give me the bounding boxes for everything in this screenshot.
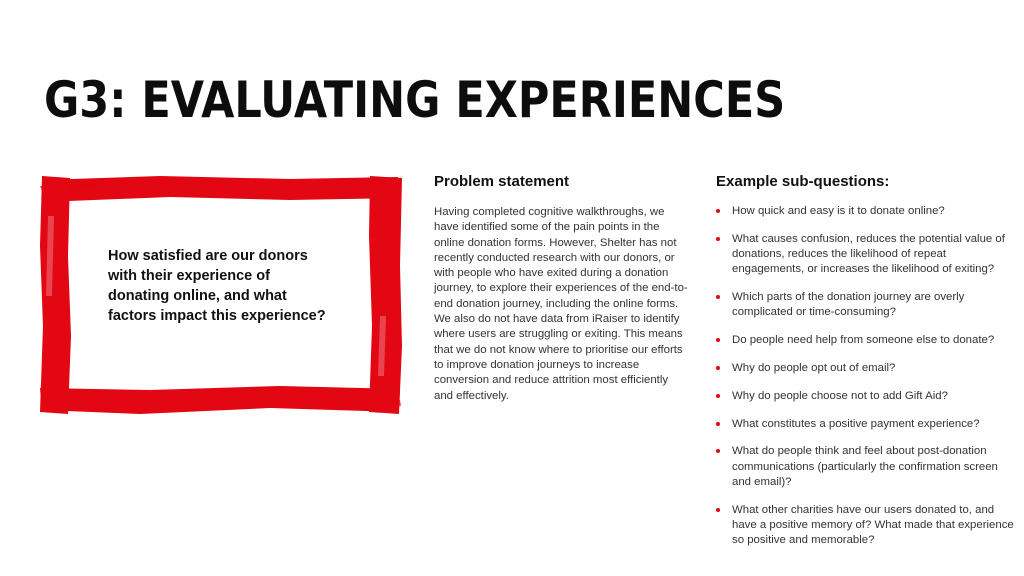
list-item — [716, 333, 1016, 348]
sub-questions-list — [716, 204, 1016, 549]
list-item-text: Why do people opt out of email? — [732, 362, 896, 375]
problem-statement-heading: Problem statement — [434, 173, 570, 190]
list-item — [716, 444, 1016, 490]
list-item-text: What do people think and feel about post-donation communications (particularly the confirmation screen and email)? — [732, 445, 998, 489]
bullet-icon — [716, 508, 720, 512]
list-item — [716, 417, 1016, 432]
bullet-icon — [716, 394, 720, 398]
list-item-text: Which parts of the donation journey are overly complicated or time-consuming? — [732, 291, 965, 319]
list-item-text: Why do people choose not to add Gift Aid? — [732, 389, 948, 402]
list-item — [716, 232, 1016, 278]
list-item-text: Do people need help from someone else to donate? — [732, 334, 995, 347]
list-item — [716, 290, 1016, 321]
bullet-icon — [716, 295, 720, 299]
bullet-icon — [716, 366, 720, 370]
sub-questions-heading: Example sub-questions: — [716, 173, 890, 190]
list-item — [716, 389, 1016, 404]
sub-questions-section — [716, 173, 1016, 561]
problem-statement-text: Having completed cognitive walkthroughs, we have identified some of the pain points in the online donation forms. However, Shelter has not recently conducted research with our donors, or with people who have exited during a donation journey, to explore their experiences of the end-to-end donation journey, including the online forms. We also do not have data from iRaiser to identify where users are struggling or exiting. This means that we do not know where to prioritise our efforts to improve donation journeys to increase conversion and reduce attrition most efficiently and effectively. — [434, 206, 688, 402]
list-item-text: What constitutes a positive payment experience? — [732, 417, 980, 430]
bullet-icon — [716, 338, 720, 342]
list-item — [716, 503, 1016, 549]
bullet-icon — [716, 209, 720, 213]
bullet-icon — [716, 449, 720, 453]
key-question: How satisfied are our donors with their experience of donating online, and what factors impact this experience? — [108, 248, 326, 324]
problem-statement-section — [434, 173, 688, 404]
list-item-text: How quick and easy is it to donate online? — [732, 205, 945, 217]
question-frame — [40, 176, 402, 414]
list-item-text: What other charities have our users donated to, and have a positive memory of? What made that experience so positive and memorable? — [732, 503, 1014, 547]
page-title: G3: EVALUATING EXPERIENCES — [44, 71, 786, 129]
bullet-icon — [716, 237, 720, 241]
list-item-text: What causes confusion, reduces the potential value of donations, reduces the likelihood of repeat engagements, or increases the likelihood of exiting? — [732, 232, 1005, 276]
list-item — [716, 204, 1016, 219]
bullet-icon — [716, 422, 720, 426]
list-item — [716, 361, 1016, 376]
